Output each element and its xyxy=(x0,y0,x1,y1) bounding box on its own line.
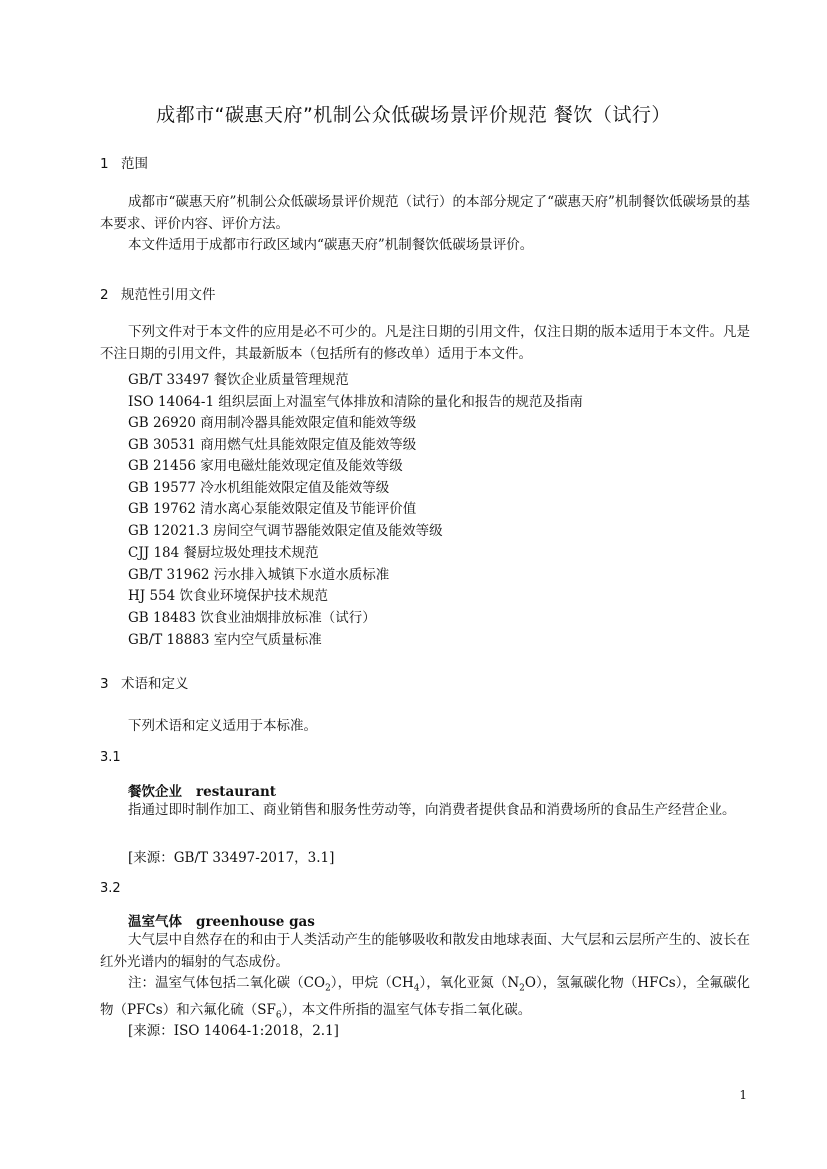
term-source: [来源：GB/T 33497-2017，3.1] xyxy=(128,850,335,866)
reference-item: GB 12021.3 房间空气调节器能效限定值及能效等级 xyxy=(128,523,443,539)
term-number: 3.1 xyxy=(100,750,121,765)
section-number: 3 xyxy=(100,676,109,692)
section-title: 规范性引用文件 xyxy=(121,287,216,303)
reference-item: GB 30531 商用燃气灶具能效限定值及能效等级 xyxy=(128,437,417,453)
reference-item: GB 18483 饮食业油烟排放标准（试行） xyxy=(128,610,376,626)
reference-item: GB 19577 冷水机组能效限定值及能效等级 xyxy=(128,480,390,496)
term-definition: 指通过即时制作加工、商业销售和服务性劳动等，向消费者提供食品和消费场所的食品生产经营企业。 xyxy=(128,802,736,818)
term-chinese: 餐饮企业 xyxy=(128,784,182,800)
section-3-intro: 下列术语和定义适用于本标准。 xyxy=(128,718,317,734)
section-3-heading xyxy=(100,672,189,692)
term-entry xyxy=(128,910,315,930)
term-english: greenhouse gas xyxy=(196,914,315,930)
reference-item: GB/T 18883 室内空气质量标准 xyxy=(128,632,322,648)
reference-item: ISO 14064-1 组织层面上对温室气体排放和清除的量化和报告的规范及指南 xyxy=(128,394,583,410)
section-1-heading xyxy=(100,152,148,172)
section-number: 2 xyxy=(100,287,109,303)
section-1-paragraph-1: 成都市“碳惠天府”机制公众低碳场景评价规范（试行）的本部分规定了“碳惠天府”机制餐饮低碳场景的基本要求、评价内容、评价方法。 xyxy=(100,194,750,232)
section-title: 术语和定义 xyxy=(121,676,189,692)
section-1-paragraph-2: 本文件适用于成都市行政区域内“碳惠天府”机制餐饮低碳场景评价。 xyxy=(128,237,534,253)
term-entry xyxy=(128,780,276,800)
term-english: restaurant xyxy=(196,784,277,800)
page-number: 1 xyxy=(739,1088,747,1102)
reference-item: GB 21456 家用电磁灶能效现定值及能效等级 xyxy=(128,458,403,474)
term-chinese: 温室气体 xyxy=(128,914,182,930)
document-title: 成都市“碳惠天府”机制公众低碳场景评价规范 餐饮（试行） xyxy=(156,104,671,126)
term-source: [来源：ISO 14064-1:2018，2.1] xyxy=(128,1023,339,1039)
term-number: 3.2 xyxy=(100,881,121,896)
reference-item: GB 19762 清水离心泵能效限定值及节能评价值 xyxy=(128,501,417,517)
term-note: 注：温室气体包括二氧化碳$(CO_2)$，甲烷$(CH_4)$，氧化亚氮$(N_2O)$，氢氟碳化物（HFCs），全氟碳化物（PFCs）和六氟化硫$(SF_6)$，本文件所指的温室气体专指二氧化碳。 xyxy=(100,975,751,1021)
section-number: 1 xyxy=(100,156,109,172)
reference-item: HJ 554 饮食业环境保护技术规范 xyxy=(128,588,329,604)
reference-item: CJJ 184 餐厨垃圾处理技术规范 xyxy=(128,545,319,561)
reference-item: GB/T 31962 污水排入城镇下水道水质标准 xyxy=(128,567,390,583)
term-definition: 大气层中自然存在的和由于人类活动产生的能够吸收和散发由地球表面、大气层和云层所产生的、波长在红外光谱内的辐射的气态成份。 xyxy=(100,932,750,970)
section-2-heading xyxy=(100,283,216,303)
section-title: 范围 xyxy=(121,156,148,172)
reference-item: GB/T 33497 餐饮企业质量管理规范 xyxy=(128,372,349,388)
section-2-paragraph-1: 下列文件对于本文件的应用是必不可少的。凡是注日期的引用文件，仅注日期的版本适用于本文件。凡是不注日期的引用文件，其最新版本（包括所有的修改单）适用于本文件。 xyxy=(100,324,750,362)
reference-item: GB 26920 商用制冷器具能效限定值和能效等级 xyxy=(128,415,417,431)
